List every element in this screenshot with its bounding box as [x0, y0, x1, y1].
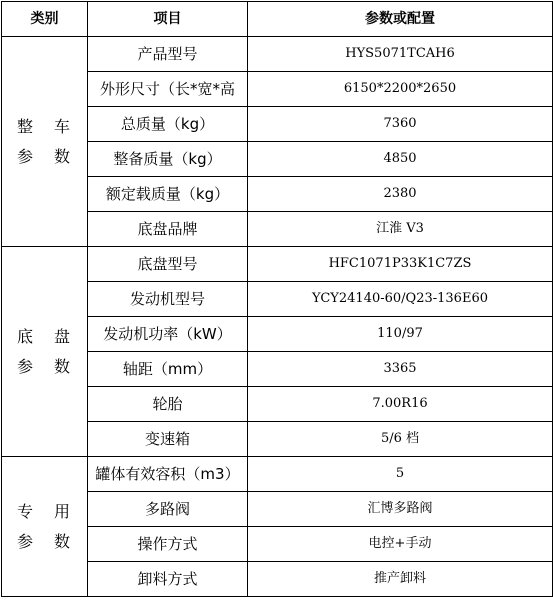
item-label: 外形尺寸（长*宽*高 [88, 72, 248, 107]
item-value: 110/97 [248, 317, 553, 352]
table-row [2, 247, 553, 282]
item-label: 总质量（kg） [88, 107, 248, 142]
item-value: 5 [248, 457, 553, 492]
item-value: 汇博多路阀 [248, 492, 553, 527]
item-label: 底盘品牌 [88, 212, 248, 247]
item-value: 推产卸料 [248, 562, 553, 597]
category-vehicle: 整 车 参 数 [2, 37, 88, 247]
item-label: 额定载质量（kg） [88, 177, 248, 212]
item-value: 7.00R16 [248, 387, 553, 422]
item-label: 底盘型号 [88, 247, 248, 282]
header-row [2, 2, 553, 37]
item-label: 卸料方式 [88, 562, 248, 597]
item-label: 操作方式 [88, 527, 248, 562]
item-value: 5/6 档 [248, 422, 553, 457]
item-label: 轮胎 [88, 387, 248, 422]
category-chassis: 底 盘 参 数 [2, 247, 88, 457]
item-value: YCY24140-60/Q23-136E60 [248, 282, 553, 317]
item-label: 罐体有效容积（m3） [88, 457, 248, 492]
item-value: 3365 [248, 352, 553, 387]
item-label: 发动机功率（kW） [88, 317, 248, 352]
item-label: 多路阀 [88, 492, 248, 527]
item-label: 整备质量（kg） [88, 142, 248, 177]
category-special: 专 用 参 数 [2, 457, 88, 597]
item-value: HYS5071TCAH6 [248, 37, 553, 72]
item-value: 江淮 V3 [248, 212, 553, 247]
item-value: HFC1071P33K1C7ZS [248, 247, 553, 282]
table-row [2, 37, 553, 72]
item-value: 2380 [248, 177, 553, 212]
item-value: 4850 [248, 142, 553, 177]
header-category: 类别 [2, 2, 88, 37]
item-label: 产品型号 [88, 37, 248, 72]
item-label: 变速箱 [88, 422, 248, 457]
item-value: 电控+手动 [248, 527, 553, 562]
item-value: 6150*2200*2650 [248, 72, 553, 107]
header-item: 项目 [88, 2, 248, 37]
item-label: 发动机型号 [88, 282, 248, 317]
item-label: 轴距（mm） [88, 352, 248, 387]
spec-table [1, 1, 553, 597]
table-row [2, 457, 553, 492]
item-value: 7360 [248, 107, 553, 142]
header-value: 参数或配置 [248, 2, 553, 37]
